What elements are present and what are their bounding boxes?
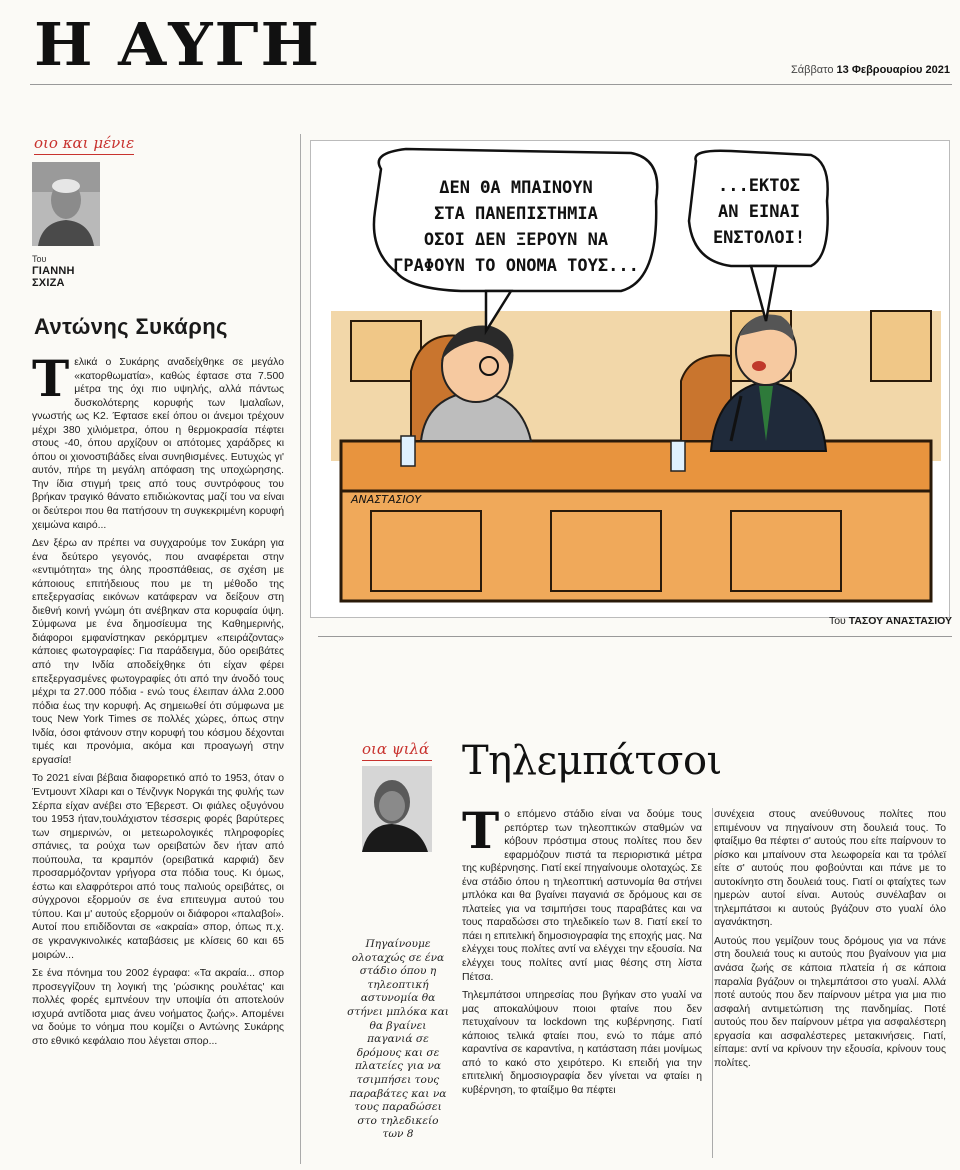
article-paragraph-4: Αυτούς που γεμίζουν τους δρόμους για να πάνε στη δουλειά τους κι αυτούς που βγαίνουν για μια ανάσα ζωής σε κάποια πλατεία ή σε κάποια παραλία βγάζουν οι τηλεμπάτσοι στο γυαλί. Αλλά ποτέ αυτούς που δεν παίρνουν μέτρα για μια πιο ασφαλή αντιμετώπιση της πανδημίας. Ποτέ αυτούς που δεν παίρνουν μέτρα για ασφαλέστερη εργασία και ασφαλέστερες μετακινήσεις. Γιατί, είπαμε: αντί να κρίνουν την εξουσία, κρίνουν τους πολίτες. xyxy=(714,935,946,1069)
cartoon-credit-name: ΤΑΣΟΥ ΑΝΑΣΤΑΣΙΟΥ xyxy=(848,615,952,627)
bubble-right-line-3: ΕΝΣΤΟΛΟΙ! xyxy=(712,228,806,248)
column-separator xyxy=(300,134,301,1164)
bubble-right-line-2: ΑΝ ΕΙΝΑΙ xyxy=(718,202,800,222)
article-title: Τηλεμπάτσοι xyxy=(462,738,722,784)
cartoon-credit-prefix: Του xyxy=(828,615,846,627)
column-dropcap: Τ xyxy=(32,349,70,408)
cartoon-drawing xyxy=(311,141,949,617)
article-kicker-rule xyxy=(362,760,432,761)
column-kicker: οιο και μένιε xyxy=(34,134,135,152)
masthead-rule xyxy=(30,84,952,85)
article-author-photo xyxy=(362,766,432,852)
article-pullquote: Πηγαίνουμε ολοταχώς σε ένα στάδιο όπου η τηλεοπτική αστυνομία θα στήνει μπλόκα και θα βγαίνει παγανιά σε δρόμους και σε πλατείες για να τσιμπήσει τους παραβάτες και να τους παραδώσει στο τηλεδικείο των 8 xyxy=(347,938,449,1141)
author-photo xyxy=(32,162,100,246)
issue-date-day: Σάββατο xyxy=(790,64,834,76)
column-byline-name-last: ΣΧΙΖΑ xyxy=(32,277,65,289)
article-paragraph-2: Τηλεμπάτσοι υπηρεσίας που βγήκαν στο γυαλί να μας αποκαλύψουν ποιοι φταίνε που δεν πετυχαίνουν τα lockdown της κυβέρνησης. Γιατί κάποιος τελικά φταίει που, ενώ το πάμε από καραντίνα σε καραντίνα, η κατάσταση πάει μονίμως από το κακό στο χειρότερο. Κι επειδή για την επιτελική δημοσιογραφία δεν γίνεται να φταίει η κυβέρνηση, το φταίξιμο θα πέφτει xyxy=(462,990,702,1096)
article-kicker: οια ψιλά xyxy=(362,740,430,758)
masthead-title: Η ΑΥΓΗ xyxy=(34,9,322,80)
column-paragraph-3: Το 2021 είναι βέβαια διαφορετικό από το 1953, όταν ο Έντμουντ Χίλαρι και ο Τένζινγκ Νοργκάι της φυλής των Σέρπα είχαν ανέβει στο Έβερεστ. Οι φιάλες οξυγόνου του 1953 ήταν,τουλάχιστον τέσσερις φορές βαρύτερες των σημερινών, οι μετεωρολογικές πληροφορίες σπάνιες, τα ρούχα των ορειβατών δεν ήταν από πούπουλα, τα κραμπόν (ορειβατικά καρφιά) δεν προσαρμόζονταν γρήγορα στα πόδια τους. Κι όμως, έστω και ελαφρότεροι από τους παλιούς ορειβάτες, οι σύγχρονοι εξορμούν σε ένα επιτευγμα αυτού του τύπου. Και μ' αυτούς εξορμούν οι διάφοροι «παλαβοί». Αυτοί που επιδίδονται σε «ακραία» σπορ, όπως π.χ. σε γκρανγκινολικές καταβάσεις με κλίσεις 60 και 65 μοιρών... xyxy=(32,773,284,961)
bubble-left-line-1: ΔΕΝ ΘΑ ΜΠΑΙΝΟΥΝ xyxy=(439,178,593,198)
article-paragraph-3: συνέχεια στους ανεύθυνους πολίτες που επιμένουν να πηγαίνουν στη δουλειά τους. Το φταίξιμο θα πέφτει σ' αυτούς που είτε παίρνουν το ρίσκο και μπαίνουν στα λεωφορεία και τα τρόλεϊ είτε σ' αυτούς που φοβούνται και πάνε με το αυτοκίνητο στη δουλειά τους. Γιατί οι φταίχτες των ημερών αυτοί είναι. Αυτούς συνέλαβαν οι τηλεμπάτσοι κι αυτούς βγάζουν στο γυαλί όλο αγανάκτηση. xyxy=(714,809,946,929)
column-byline-name-first: ΓΙΑΝΝΗ xyxy=(32,265,75,277)
article-column-separator xyxy=(712,808,713,1158)
bubble-left-line-2: ΣΤΑ ΠΑΝΕΠΙΣΤΗΜΙΑ xyxy=(434,204,598,224)
author-portrait xyxy=(32,162,100,246)
bubble-left-line-4: ΓΡΑΦΟΥΝ ΤΟ ΟΝΟΜΑ ΤΟΥΣ... xyxy=(393,256,639,276)
column-headline: Αντώνης Συκάρης xyxy=(34,314,228,339)
bubble-right-line-1: ...ΕΚΤΟΣ xyxy=(718,176,800,196)
editorial-cartoon xyxy=(310,140,950,618)
column-paragraph-4: Σε ένα πόνημα του 2002 έγραφα: «Τα ακραία... σπορ προσεγγίζουν τη λογική της 'ρώσικης ρουλέτας' και πολλές φορές εμπνέουν την υποψία ότι αποτελούν ισχυρά αντίδοτα μιας άνευ νοήματος ζωής». Απομένει να δούμε το νόημα που κομίζει ο Αντώνης Συκάρης στο εθνικό κεφάλαιο που λέγεται σπορ... xyxy=(32,968,284,1047)
column-body xyxy=(32,349,284,1053)
article-dropcap: Τ xyxy=(462,801,500,860)
article-column-2 xyxy=(714,808,946,1075)
column-paragraph-1: Τελικά ο Συκάρης αναδείχθηκε σε μεγάλο «κατορθωματία», καθώς έφτασε στα 7.500 μέτρα της όχι πιο υψηλής, αλλά πάντως δυσκολότερης κορυφής των Ιμαλαΐων, γνωστής ως Κ2. Έφτασε εκεί όπου οι άνεμοι τρέχουν μέχρι 380 χιλιόμετρα, όπου η θερμοκρασία πέφτει στους -40, όπου αρχίζουν οι απότομες χαράδρες κι όπου οι χιονοστιβάδες είναι συνηθισμένες. Ευτυχώς γι' αυτόν, πήρε τη μεγάλη απόφαση της υποχώρησης. Την ίδια στιγμή τρεις από τους συντρόφους του βρήκαν τραγικό θάνατο επιδιώκοντας μαζί του να είναι οι δεύτεροι που θα πατήσουν τη συγκεκριμένη κορυφή χειμώνα καιρό... xyxy=(32,349,284,531)
bubble-left-line-3: ΟΣΟΙ ΔΕΝ ΞΕΡΟΥΝ ΝΑ xyxy=(423,230,609,250)
issue-date xyxy=(791,64,950,76)
article-column-1 xyxy=(462,801,702,1102)
column-byline-prefix: Του xyxy=(32,254,47,264)
column-paragraph-2: Δεν ξέρω αν πρέπει να συγχαρούμε τον Συκάρη για ένα δεύτερο γεγονός, που αναφέρεται στην «εντιμότητα» της όλης προσπάθειας, σε σχέση με κάποιους επιτήδειους που με τη μέθοδο της επεξεργασίας εικόνων κατάφεραν να δείξουν στη διεθνή κοινή γνώμη ότι ανέβηκαν στα κορυφαία ύψη. Σύμφωνα με ένα δημοσίευμα της Καθημερινής, διάφοροι εμφανίστηκαν ρεκόρμτμεν «πειράζοντας» κάποιες φωτογραφίες: Για παράδειγμα, δύο ορειβάτες από την Ινδία αποδείχθηκε ότι είχαν φέρει επεξεργασμένες φωτογραφίες ότι από την άνοδό τους μέχρι τα 27.000 πόδια - ενώ τους έλειπαν άλλα 2.000 πόδια έως την κορυφή. Ας σημειωθεί ότι σύμφωνα με τους New York Times σε πολλές χώρες, όπως στην Ινδία, όσοι φτάνουν στην κορυφή του κόσμου δέχονται τιμές και προνόμια, ακόμα και προαγωγή στην εργασία! xyxy=(32,538,284,766)
cartoon-signature: ΑΝΑΣΤΑΣΙΟΥ xyxy=(351,493,422,506)
issue-date-value: 13 Φεβρουαρίου 2021 xyxy=(836,64,950,76)
column-kicker-rule xyxy=(34,154,134,155)
article-author-portrait xyxy=(362,766,432,852)
cartoon-credit xyxy=(829,615,952,627)
section-rule xyxy=(318,636,952,637)
article-paragraph-1: Το επόμενο στάδιο είναι να δούμε τους ρεπόρτερ των τηλεοπτικών σταθμών να κόβουν πρόστιμα στους πολίτες που δεν εφαρμόζουν πιστά τα περιοριστικά μέτρα της κυβέρνησης. Γιατί εκεί πηγαίνουμε ολοταχώς. Σε ένα στάδιο όπου η τηλεοπτική αστυνομία θα στήνει μπλόκα και θα βγαίνει παγανιά σε δρόμους και σε πλατείες για να τσιμπήσει τους παραβάτες και να τους παραδώσει στο τηλεδικείο των 8. Γιατί εκεί το πάει η επιτελική δημοσιογραφία της εποχής μας. Να ελέγχει τους πολίτες αντί να ελέγχει την εξουσία. Να ελέγχει τους πολίτες αντί μιας θέσης στη λίστα Πέτσα. xyxy=(462,801,702,983)
